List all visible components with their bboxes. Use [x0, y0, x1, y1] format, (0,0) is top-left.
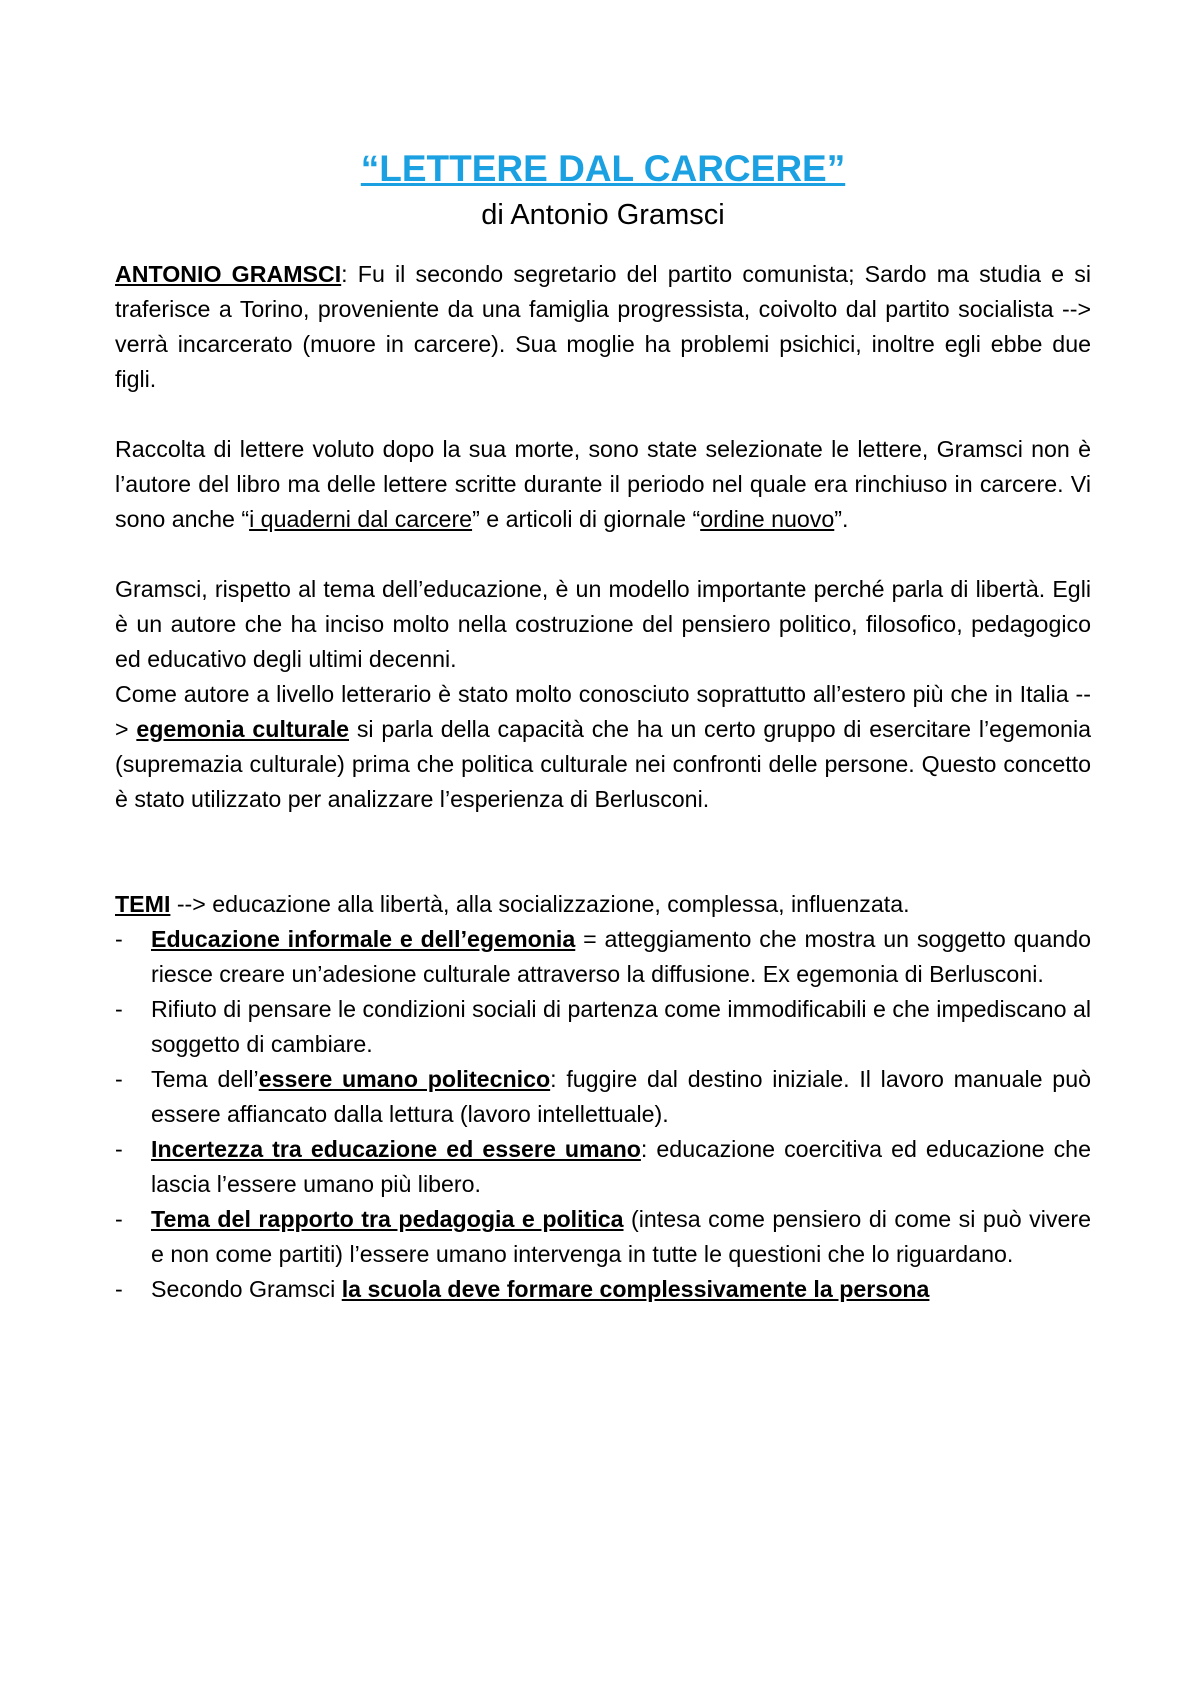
document-title: “LETTERE DAL CARCERE” — [360, 148, 846, 189]
list-item — [115, 1202, 1091, 1272]
raccolta-text-1: Raccolta di lettere voluto dopo la sua morte, sono state selezionate le lettere, Gramsci non è l’autore del libro ma delle lettere scritte durante il periodo nel quale era rinchiuso in carcere. Vi sono anche “ — [115, 436, 1091, 532]
raccolta-paragraph — [115, 432, 1091, 537]
item-term: la scuola deve formare complessivamente la persona — [341, 1276, 930, 1302]
item-text: = atteggiamento che mostra un soggetto quando riesce creare un’adesione culturale attraverso la diffusione. Ex egemonia di Berlusconi. — [151, 926, 1091, 987]
list-item — [115, 1132, 1091, 1202]
educazione-text-a: Come autore a livello letterario è stato molto conosciuto soprattutto all’estero più che in Italia --> — [115, 681, 1091, 742]
educazione-paragraph-2 — [115, 677, 1091, 817]
document-page — [115, 145, 1091, 1307]
list-item — [115, 1062, 1091, 1132]
educazione-paragraph-1: Gramsci, rispetto al tema dell’educazione, è un modello importante perché parla di libertà. Egli è un autore che ha inciso molto nella costruzione del pensiero politico, filosofico, pedagogico ed educativo degli ultimi decenni. — [115, 576, 1091, 672]
egemonia-culturale-term: egemonia culturale — [136, 716, 350, 742]
intro-paragraph — [115, 257, 1091, 397]
temi-heading — [115, 887, 1091, 922]
item-text: Rifiuto di pensare le condizioni sociali di partenza come immodificabili e che impediscano al soggetto di cambiare. — [151, 996, 1091, 1057]
item-term: Educazione informale e dell’egemonia — [151, 926, 576, 952]
intro-label: ANTONIO GRAMSCI — [115, 261, 342, 287]
subtitle-text: di Antonio Gramsci — [481, 199, 725, 231]
temi-label: TEMI — [115, 891, 171, 917]
raccolta-text-3: ”. — [834, 506, 849, 532]
raccolta-text-2: ” e articoli di giornale “ — [472, 506, 701, 532]
item-term: Tema del rapporto tra pedagogia e politica — [151, 1206, 624, 1232]
intro-text: : Fu il secondo segretario del partito comunista; Sardo ma studia e si traferisce a Torino, proveniente da una famiglia progressista, coivolto dal partito socialista --> verrà incarcerato (muore in carcere). Sua moglie ha problemi psichici, inoltre egli ebbe due figli. — [115, 261, 1091, 392]
educazione-text-b: si parla della capacità che ha un certo gruppo di esercitare l’egemonia (supremazia culturale) prima che politica culturale nei confronti delle persone. Questo concetto è stato utilizzato per analizzare l’esperienza di Berlusconi. — [115, 716, 1092, 812]
item-term: essere umano politecnico — [258, 1066, 551, 1092]
item-text: (intesa come pensiero di come si può vivere e non come partiti) l’essere umano intervenga in tutte le questioni che lo riguardano. — [151, 1206, 1091, 1267]
temi-list — [115, 922, 1091, 1307]
item-text: : fuggire dal destino iniziale. Il lavoro manuale può essere affiancato dalla lettura (lavoro intellettuale). — [151, 1066, 1091, 1127]
item-text: : educazione coercitiva ed educazione che lascia l’essere umano più libero. — [151, 1136, 1091, 1197]
list-item — [115, 1272, 1091, 1307]
temi-intro: --> educazione alla libertà, alla socializzazione, complessa, influenzata. — [170, 891, 910, 917]
quaderni-reference: i quaderni dal carcere — [249, 506, 473, 532]
list-item — [115, 922, 1091, 992]
list-item — [115, 992, 1091, 1062]
ordine-nuovo-reference: ordine nuovo — [700, 506, 835, 532]
item-term: Incertezza tra educazione ed essere umano — [151, 1136, 641, 1162]
item-text: Tema dell’ — [151, 1066, 259, 1092]
document-subtitle — [115, 195, 1091, 235]
item-text: Secondo Gramsci — [151, 1276, 342, 1302]
